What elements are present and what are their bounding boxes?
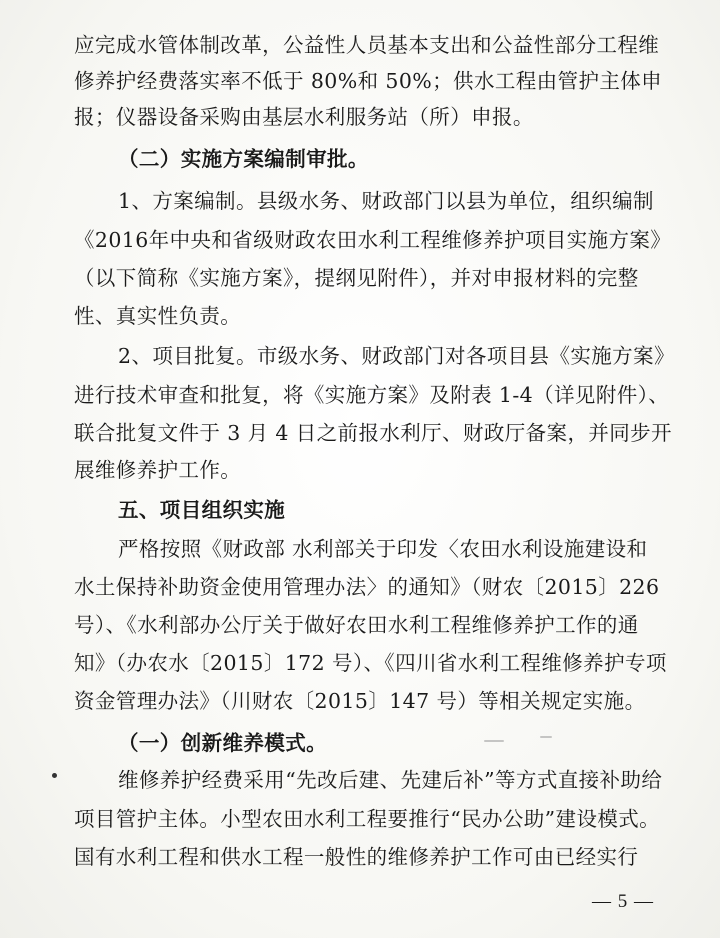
scan-smudge	[484, 740, 504, 742]
scan-speck	[52, 773, 57, 778]
text-line-16: 号）、《水利部办公厅关于做好农田水利工程维修养护工作的通	[74, 613, 639, 637]
text-line-17: 知》（办农水〔2015〕172 号）、《四川省水利工程维修养护专项	[74, 651, 667, 675]
text-line-6: 《2016年中央和省级财政农田水利工程维修养护项目实施方案》	[74, 228, 672, 252]
text-line-14: 严格按照《财政部 水利部关于印发〈农田水利设施建设和	[118, 537, 648, 561]
text-line-11: 联合批复文件于 3 月 4 日之前报水利厅、财政厅备案，并同步开	[74, 421, 672, 445]
text-line-12: 展维修养护工作。	[74, 458, 242, 482]
text-line-2: 修养护经费落实率不低于 80%和 50%；供水工程由管护主体申	[74, 69, 663, 93]
text-line-5: 1、方案编制。县级水务、财政部门以县为单位，组织编制	[118, 189, 654, 213]
text-line-10: 进行技术审查和批复，将《实施方案》及附表 1-4（详见附件）、	[74, 383, 670, 407]
section-heading-2: （二）实施方案编制审批。	[118, 147, 369, 171]
text-line-9: 2、项目批复。市级水务、财政部门对各项目县《实施方案》	[118, 344, 675, 368]
text-line-1: 应完成水管体制改革，公益性人员基本支出和公益性部分工程维	[74, 33, 660, 57]
text-line-20: 维修养护经费采用“先改后建、先建后补”等方式直接补助给	[118, 768, 663, 792]
section-heading-5: 五、项目组织实施	[118, 498, 286, 522]
text-line-3: 报；仪器设备采购由基层水利服务站（所）申报。	[74, 105, 534, 129]
text-line-22: 国有水利工程和供水工程一般性的维修养护工作可由已经实行	[74, 845, 639, 869]
section-heading-1: （一）创新维养模式。	[118, 731, 327, 755]
text-line-18: 资金管理办法》（川财农〔2015〕147 号）等相关规定实施。	[74, 689, 646, 713]
text-line-8: 性、真实性负责。	[74, 304, 242, 328]
text-line-7: （以下简称《实施方案》，提纲见附件），并对申报材料的完整	[74, 266, 639, 290]
page-number: — 5 —	[592, 891, 654, 912]
text-line-21: 项目管护主体。小型农田水利工程要推行“民办公助”建设模式。	[74, 807, 661, 831]
scan-smudge	[540, 736, 552, 738]
text-line-15: 水土保持补助资金使用管理办法〉的通知》（财农〔2015〕226	[74, 575, 660, 599]
